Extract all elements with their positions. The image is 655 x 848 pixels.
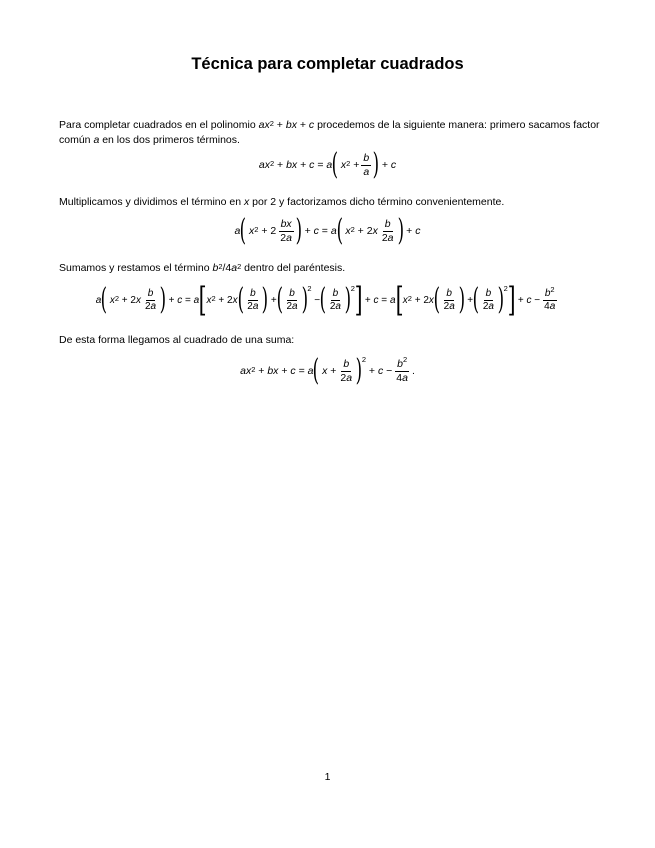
equation-1: ax $^2$ + bx + c = a ( x $^2$ + b a ) + c [258,147,397,182]
paragraph-intro: Para completar cuadrados en el polinomio $ax^2$ + bx + c procedemos de la siguiente manera: primero sacamos factor común a en los dos primeros términos. [59,119,600,146]
page-title: Técnica para completar cuadrados [191,55,464,73]
paragraph-multiply: Multiplicamos y dividimos el término en x por 2 y factorizamos dicho término convenientemente. [59,196,505,208]
page-number: 1 [324,771,331,783]
paragraph-add-subtract: Sumamos y restamos el término $b^2/4a^2$ dentro del paréntesis. [59,262,346,274]
equation-3: a ( x $^2$ + 2 x b 2a ) + c = a [ x $^2$ + 2 x ( b 2a ) + ( b 2a ) 2 − ( b 2a ) 2 ] + c = a [ x $^2$ + 2 x ( b 2a ) + ( b 2a ) 2 ] + c − $b^2$ 4a [95,280,556,320]
paragraph-conclusion: De esta forma llegamos al cuadrado de una suma: [59,334,295,346]
equation-2: a ( x $^2$ + 2 bx 2a ) + c = a ( x $^2$ + 2 x b 2a ) + c [234,213,421,248]
equation-4: ax $^2$ + bx + c = a ( x + b 2a ) 2 + c − $b^2$ 4a . [240,353,415,388]
